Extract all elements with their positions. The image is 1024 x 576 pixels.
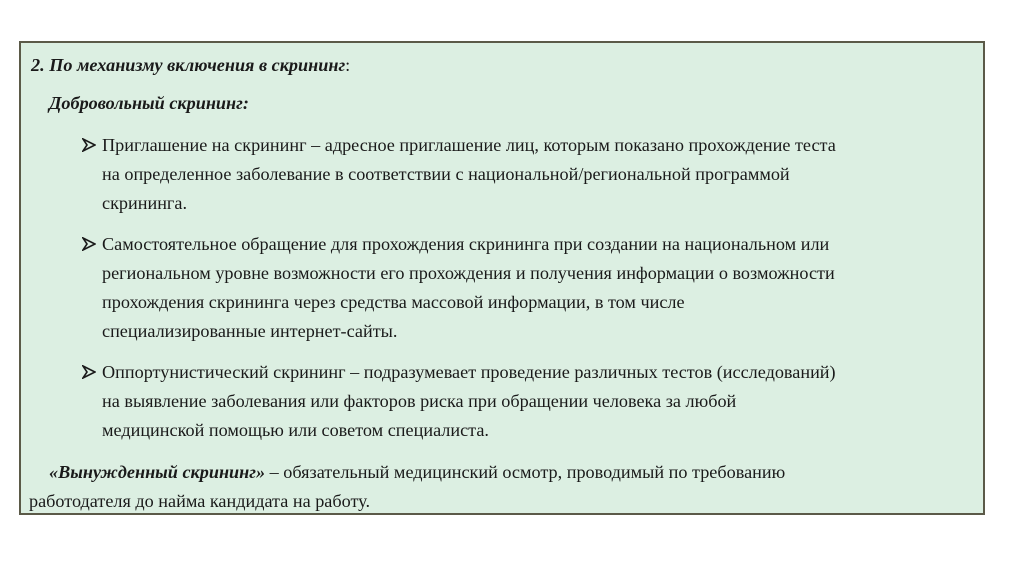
bullet-1-line-2: на определенное заболевание в соответствии с национальной/региональной программой bbox=[102, 164, 790, 184]
section-number: 2. bbox=[31, 55, 45, 75]
voluntary-heading: Добровольный скрининг: bbox=[49, 93, 249, 113]
section-title: По механизму включения в скрининг bbox=[49, 55, 346, 75]
bullet-3-line-2: на выявление заболевания или факторов риска при обращении человека за любой bbox=[102, 391, 737, 411]
forced-screening-line-1 bbox=[49, 458, 785, 488]
arrow-bullet-icon bbox=[82, 237, 96, 251]
bullet-3-line-3: медицинской помощью или советом специалиста. bbox=[102, 420, 489, 440]
bullet-2-line-3: прохождения скрининга через средства массовой информации, в том числе bbox=[102, 292, 685, 312]
bullet-2-line-2: региональном уровне возможности его прохождения и получения информации о возможности bbox=[102, 263, 835, 283]
forced-screening-term: «Вынужденный скрининг» bbox=[49, 462, 266, 482]
section-heading bbox=[31, 51, 350, 81]
forced-screening-definition: – обязательный медицинский осмотр, проводимый по требованию bbox=[265, 462, 786, 482]
content-box bbox=[19, 41, 985, 515]
forced-screening-line-2: работодателя до найма кандидата на работу. bbox=[29, 491, 371, 511]
section-colon: : bbox=[345, 55, 351, 75]
bullet-3-line-1: Оппортунистический скрининг – подразумевает проведение различных тестов (исследований) bbox=[102, 362, 836, 382]
bullet-2-line-1: Самостоятельное обращение для прохождения скрининга при создании на национальном или bbox=[102, 234, 830, 254]
arrow-bullet-icon bbox=[82, 365, 96, 379]
bullet-1-line-1: Приглашение на скрининг – адресное приглашение лиц, которым показано прохождение теста bbox=[102, 135, 836, 155]
bullet-1-line-3: скрининга. bbox=[102, 193, 188, 213]
arrow-bullet-icon bbox=[82, 138, 96, 152]
bullet-2-line-4: специализированные интернет-сайты. bbox=[102, 321, 398, 341]
